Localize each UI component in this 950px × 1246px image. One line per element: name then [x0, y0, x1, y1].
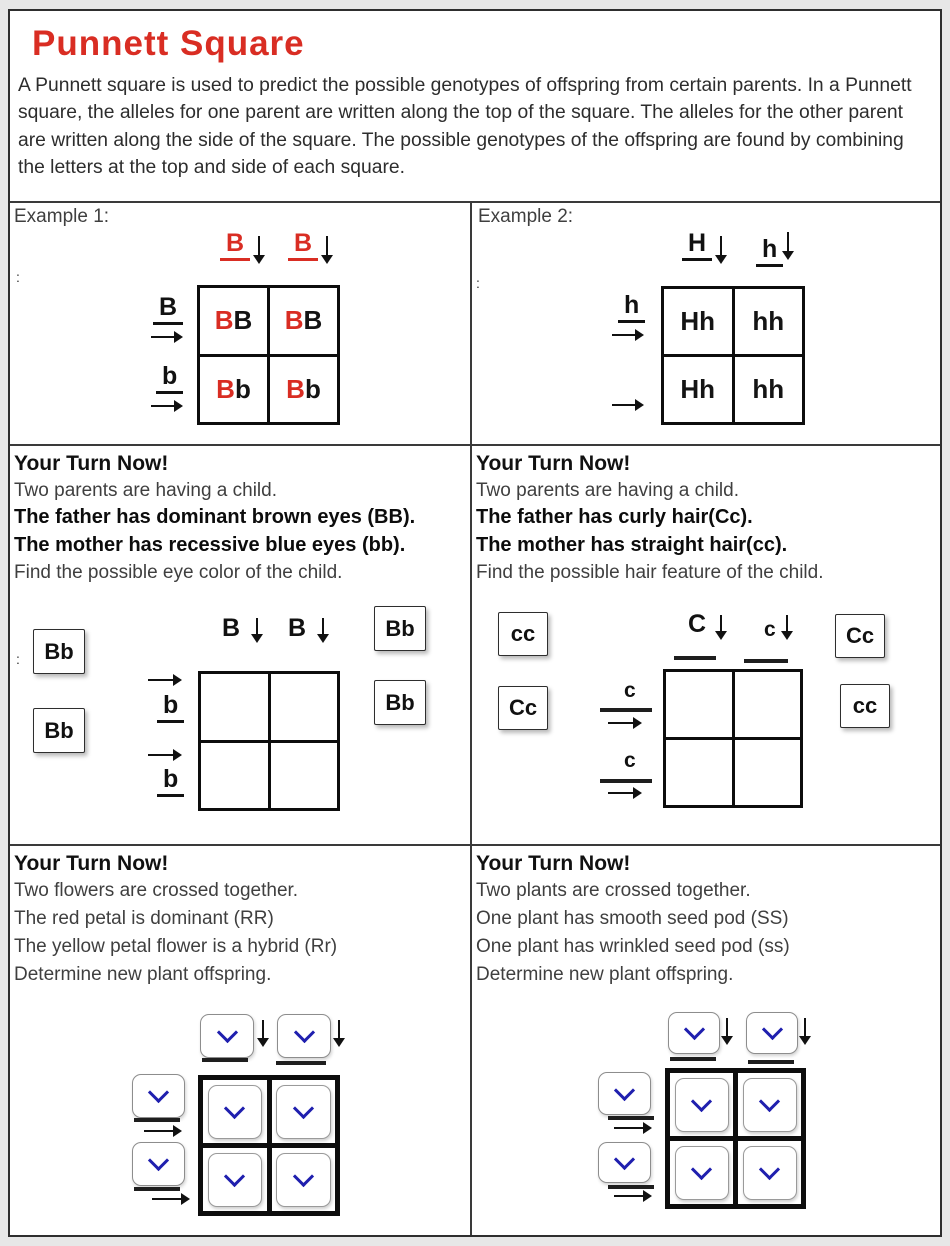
row-header-dropdown[interactable] [132, 1074, 185, 1118]
turn2-line: Two parents are having a child. [476, 480, 739, 501]
turn2-line: The mother has straight hair(cc). [476, 534, 788, 556]
example2-section [472, 203, 940, 446]
drag-chip-Cc[interactable]: Cc [498, 686, 548, 730]
arrow-right-icon [152, 1198, 188, 1200]
turn3-heading: Your Turn Now! [14, 852, 169, 875]
punnett-cell [670, 1141, 733, 1204]
drag-chip-Bb[interactable]: Bb [374, 680, 426, 725]
turn2-line: Find the possible hair feature of the child. [476, 562, 824, 583]
arrow-right-icon [608, 792, 640, 794]
arrow-down-icon [338, 1020, 340, 1045]
punnett-cell [272, 1148, 336, 1211]
arrow-down-icon [262, 1020, 264, 1045]
header-underline [134, 1118, 180, 1122]
turn4-line: One plant has smooth seed pod (SS) [476, 908, 789, 929]
header-underline [674, 656, 716, 660]
turn1-line: The father has dominant brown eyes (BB). [14, 506, 416, 528]
punnett-cell: Hh [664, 357, 732, 422]
turn2-heading: Your Turn Now! [476, 452, 631, 475]
chevron-down-icon [293, 1022, 314, 1043]
drop-target-cell[interactable] [666, 672, 732, 737]
example1-row-header-2: b [156, 364, 183, 394]
drag-chip-cc[interactable]: cc [840, 684, 890, 728]
punnett-cell [738, 1141, 801, 1204]
turn1-punnett-grid [198, 671, 340, 811]
row-header-dropdown[interactable] [598, 1142, 651, 1183]
answer-dropdown[interactable] [208, 1153, 263, 1207]
turn1-section [10, 446, 472, 846]
turn4-line: One plant has wrinkled seed pod (ss) [476, 936, 790, 957]
example1-label: Example 1: [14, 206, 110, 227]
chevron-down-icon [224, 1097, 245, 1118]
answer-dropdown[interactable] [276, 1085, 331, 1139]
turn3-line: Determine new plant offspring. [14, 964, 272, 985]
drag-chip-Cc[interactable]: Cc [835, 614, 885, 658]
turn3-section [10, 846, 472, 1235]
turn4-punnett-grid [665, 1068, 806, 1209]
arrow-right-icon [608, 722, 640, 724]
header-underline [600, 779, 652, 783]
example1-punnett-grid [197, 285, 340, 425]
col-header-dropdown[interactable] [200, 1014, 254, 1058]
drag-chip-cc[interactable]: cc [498, 612, 548, 656]
punnett-cell [200, 357, 267, 423]
header-underline [202, 1058, 248, 1062]
example2-punnett-grid [661, 286, 805, 425]
header-underline [608, 1185, 654, 1189]
allele-letter: B [286, 373, 305, 404]
turn2-line: The father has curly hair(Cc). [476, 506, 753, 528]
page-title: Punnett Square [32, 24, 305, 63]
punnett-cell: Hh [664, 289, 732, 354]
chevron-down-icon [216, 1022, 237, 1043]
turn3-line: Two flowers are crossed together. [14, 880, 299, 901]
arrow-down-icon [720, 615, 722, 638]
arrow-down-icon [786, 615, 788, 638]
punnett-cell [203, 1148, 267, 1211]
turn4-line: Two plants are crossed together. [476, 880, 751, 901]
drag-chip-Bb[interactable]: Bb [33, 629, 85, 674]
turn1-line: Find the possible eye color of the child. [14, 562, 343, 583]
drag-chip-Bb[interactable]: Bb [33, 708, 85, 753]
answer-dropdown[interactable] [675, 1146, 729, 1200]
turn4-line: Determine new plant offspring. [476, 964, 734, 985]
chevron-down-icon [293, 1097, 314, 1118]
turn3-punnett-grid [198, 1075, 340, 1216]
example2-col-header-1: H [682, 231, 712, 261]
turn2-punnett-grid [663, 669, 803, 808]
turn1-line: The mother has recessive blue eyes (bb). [14, 534, 406, 556]
allele-letter: B [284, 305, 304, 336]
answer-dropdown[interactable] [743, 1146, 797, 1200]
turn1-line: Two parents are having a child. [14, 480, 277, 501]
example2-label: Example 2: [478, 206, 574, 227]
chevron-down-icon [759, 1090, 780, 1111]
turn2-col-header-1: C [688, 610, 707, 638]
chevron-down-icon [691, 1090, 712, 1111]
punnett-cell [270, 357, 337, 423]
example2-row-header-1: h [618, 293, 645, 323]
punnett-cell [270, 288, 337, 354]
drop-target-cell[interactable] [735, 740, 801, 805]
turn2-row-header-2: c [624, 749, 636, 772]
drop-target-cell[interactable] [201, 674, 268, 740]
turn1-col-header-1: B [222, 614, 241, 642]
allele-letter: b [234, 373, 251, 404]
example2-col-header-2: h [756, 237, 783, 267]
arrow-right-icon [144, 1130, 180, 1132]
row-header-dropdown[interactable] [598, 1072, 651, 1115]
arrow-right-icon [612, 334, 642, 336]
allele-letter: b [304, 373, 321, 404]
chevron-down-icon [224, 1165, 245, 1186]
punnett-cell [200, 288, 267, 354]
answer-dropdown[interactable] [743, 1078, 797, 1132]
header-underline [744, 659, 788, 663]
arrow-right-icon [151, 336, 181, 338]
chevron-down-icon [759, 1158, 780, 1179]
header-underline [134, 1187, 180, 1191]
drop-target-cell[interactable] [666, 740, 732, 805]
arrow-right-icon [614, 1127, 650, 1129]
arrow-down-icon [804, 1018, 806, 1043]
header-underline [608, 1116, 654, 1120]
drop-target-cell[interactable] [201, 743, 268, 809]
example1-section [10, 203, 472, 446]
row-header-dropdown[interactable] [132, 1142, 185, 1186]
turn2-section [472, 446, 940, 846]
punnett-cell: hh [735, 289, 803, 354]
drop-target-cell[interactable] [271, 674, 338, 740]
drop-target-cell[interactable] [271, 743, 338, 809]
example1-col-header-1: B [220, 231, 250, 261]
punnett-cell: hh [735, 357, 803, 422]
turn2-col-header-2: c [764, 618, 776, 641]
drop-target-cell[interactable] [735, 672, 801, 737]
turn1-row-header-2: b [157, 767, 184, 797]
turn3-line: The red petal is dominant (RR) [14, 908, 274, 929]
header-underline [276, 1061, 326, 1065]
drag-chip-Bb[interactable]: Bb [374, 606, 426, 651]
allele-letter: B [233, 305, 253, 336]
turn1-colon: : [16, 651, 20, 667]
answer-dropdown[interactable] [276, 1153, 331, 1207]
turn3-line: The yellow petal flower is a hybrid (Rr) [14, 936, 338, 957]
chevron-down-icon [293, 1165, 314, 1186]
example1-row-header-1: B [153, 295, 183, 325]
chevron-down-icon [614, 1148, 635, 1169]
arrow-right-icon [151, 405, 181, 407]
chevron-down-icon [614, 1079, 635, 1100]
chevron-down-icon [761, 1019, 782, 1040]
example1-col-header-2: B [288, 231, 318, 261]
punnett-cell [670, 1073, 733, 1136]
arrow-down-icon [787, 232, 789, 258]
col-header-dropdown[interactable] [668, 1012, 720, 1054]
col-header-dropdown[interactable] [746, 1012, 798, 1054]
answer-dropdown[interactable] [208, 1085, 263, 1139]
arrow-right-icon [614, 1195, 650, 1197]
chevron-down-icon [148, 1082, 169, 1103]
worksheet-table [10, 201, 940, 1235]
arrow-down-icon [322, 618, 324, 641]
turn1-row-header-1: b [157, 693, 184, 723]
punnett-cell [272, 1080, 336, 1143]
chevron-down-icon [683, 1019, 704, 1040]
arrow-down-icon [326, 236, 328, 262]
arrow-down-icon [726, 1018, 728, 1043]
example2-colon: : [476, 275, 480, 291]
chevron-down-icon [148, 1150, 169, 1171]
header-underline [670, 1057, 716, 1061]
turn1-col-header-2: B [288, 614, 307, 642]
punnett-cell [203, 1080, 267, 1143]
arrow-right-icon [148, 754, 180, 756]
allele-letter: B [216, 373, 235, 404]
col-header-dropdown[interactable] [277, 1014, 331, 1058]
arrow-down-icon [256, 618, 258, 641]
header-underline [748, 1060, 794, 1064]
answer-dropdown[interactable] [675, 1078, 729, 1132]
arrow-right-icon [148, 679, 180, 681]
turn4-section [472, 846, 940, 1235]
punnett-cell [738, 1073, 801, 1136]
allele-letter: B [303, 305, 323, 336]
turn2-row-header-1: c [624, 679, 636, 702]
chevron-down-icon [691, 1158, 712, 1179]
header-underline [600, 708, 652, 712]
worksheet-page [8, 9, 942, 1237]
allele-letter: B [214, 305, 234, 336]
turn4-heading: Your Turn Now! [476, 852, 631, 875]
turn1-heading: Your Turn Now! [14, 452, 169, 475]
arrow-right-icon [612, 404, 642, 406]
arrow-down-icon [258, 236, 260, 262]
arrow-down-icon [720, 236, 722, 262]
intro-text: A Punnett square is used to predict the possible genotypes of offspring from certain parents. In a Punnett square, the alleles for one parent are written along the top of the square. The alleles for the other parent are written along the side of the square. The possible genotypes of the offspring are found by combining the letters at the top and side of each square. [18, 75, 912, 179]
example1-colon: : [16, 269, 20, 285]
